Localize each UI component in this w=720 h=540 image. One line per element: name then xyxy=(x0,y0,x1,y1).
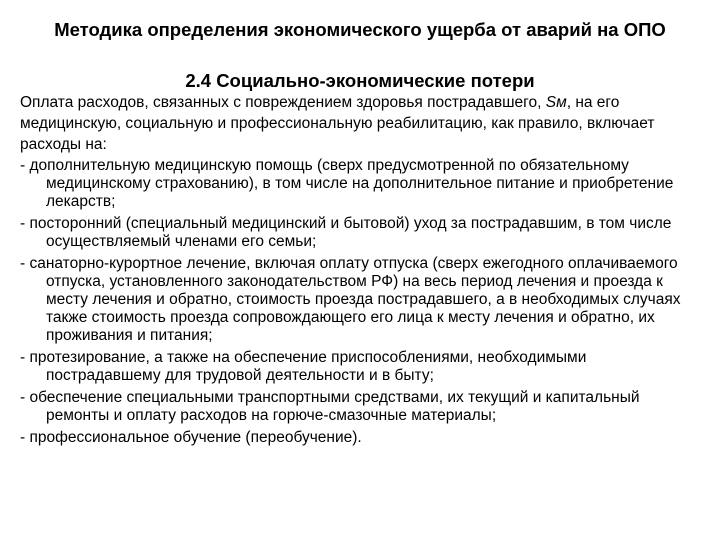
intro-line-1 xyxy=(20,94,700,112)
intro-line-3: расходы на: xyxy=(20,136,107,153)
list-item: - обеспечение специальными транспортными средствами, их текущий и капитальный ремонты и оплату расходов на горюче-смазочные материалы; xyxy=(20,389,640,424)
slide-body xyxy=(20,94,700,451)
intro-text-before: Оплата расходов, связанных с повреждением здоровья пострадавшего, xyxy=(20,94,546,111)
slide-subtitle: 2.4 Социально-экономические потери xyxy=(185,70,535,91)
list-item: - дополнительную медицинскую помощь (сверх предусмотренной по обязательному медицинскому страхованию), в том числе на дополнительное питание и приобретение лекарств; xyxy=(20,157,674,210)
list-item: - профессиональное обучение (переобучение). xyxy=(20,429,362,446)
cost-variable: Sм xyxy=(545,94,567,111)
slide-title: Методика определения экономического ущерба от аварий на ОПО xyxy=(54,19,666,40)
list-item: - посторонний (специальный медицинский и бытовой) уход за пострадавшим, в том числе осуществляемый членами его семьи; xyxy=(20,215,672,250)
list-item: - протезирование, а также на обеспечение приспособлениями, необходимыми пострадавшему для трудовой деятельности и в быту; xyxy=(20,349,587,384)
intro-text-after: , на его xyxy=(566,94,620,111)
list-item: - санаторно-курортное лечение, включая оплату отпуска (сверх ежегодного оплачиваемого отпуска, установленного законодательством РФ) на весь период лечения и проезда к месту лечения и обратно, стоимость проезда пострадавшего, а в необходимых случаях также стоимость проезда сопровождающего его лица к месту лечения и обратно, их проживания и питания; xyxy=(20,255,681,344)
intro-line-2: медицинскую, социальную и профессиональную реабилитацию, как правило, включает xyxy=(20,115,655,132)
